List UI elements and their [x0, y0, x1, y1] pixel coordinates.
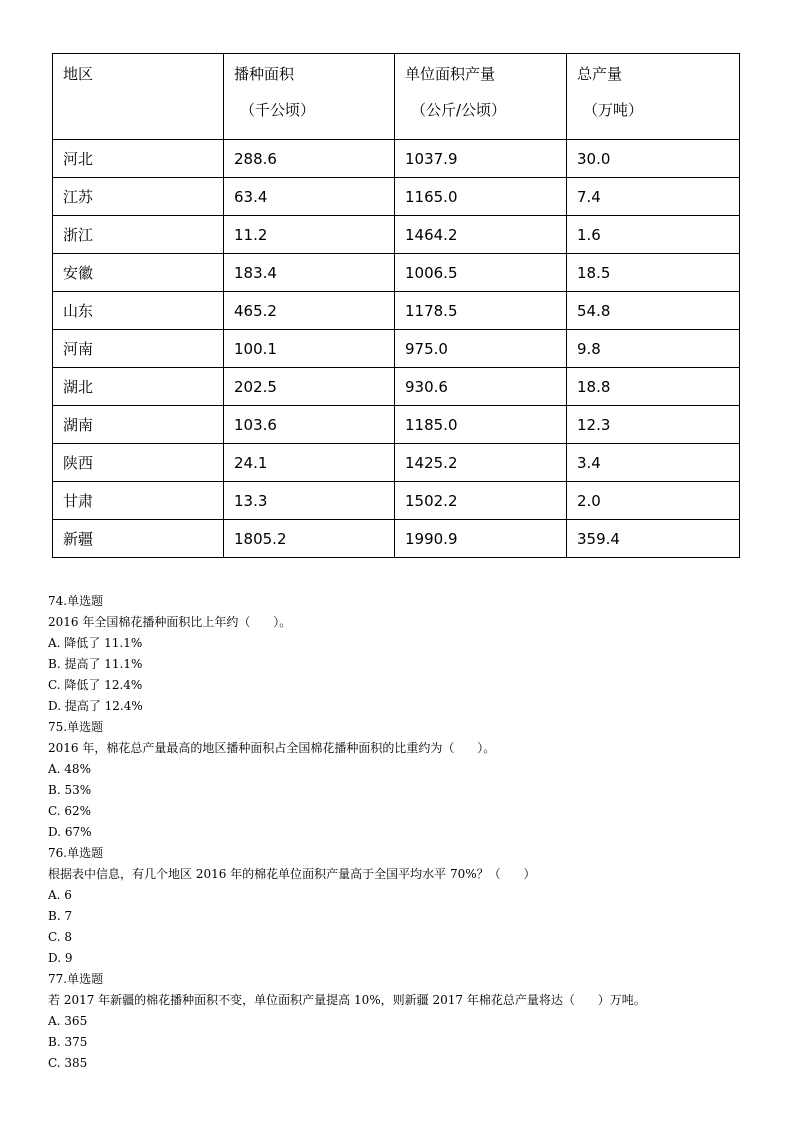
header-region: 地区: [53, 54, 224, 140]
table-row: [53, 292, 740, 330]
sown-area-cell: 11.2: [224, 216, 395, 254]
total-output-cell: 18.8: [567, 368, 740, 406]
sown-area-cell: 103.6: [224, 406, 395, 444]
question-number: 77.单选题: [48, 972, 104, 986]
yield-cell: 975.0: [395, 330, 567, 368]
yield-cell: 1037.9: [395, 140, 567, 178]
answer-option[interactable]: C. 62%: [48, 804, 92, 818]
question-block: [48, 969, 768, 1074]
yield-cell: 1464.2: [395, 216, 567, 254]
sown-area-cell: 288.6: [224, 140, 395, 178]
region-cell: 浙江: [53, 216, 224, 254]
total-output-cell: 18.5: [567, 254, 740, 292]
answer-option[interactable]: C. 8: [48, 930, 73, 944]
sown-area-cell: 183.4: [224, 254, 395, 292]
region-cell: 河北: [53, 140, 224, 178]
yield-cell: 930.6: [395, 368, 567, 406]
question-number: 74.单选题: [48, 594, 104, 608]
header-total-output: 总产量 （万吨）: [567, 54, 740, 140]
region-cell: 安徽: [53, 254, 224, 292]
total-output-cell: 12.3: [567, 406, 740, 444]
table-row: [53, 520, 740, 558]
table-header-row: [53, 54, 740, 140]
answer-option[interactable]: A. 6: [48, 888, 72, 902]
table-row: [53, 254, 740, 292]
answer-option[interactable]: B. 53%: [48, 783, 92, 797]
region-cell: 湖南: [53, 406, 224, 444]
answer-option[interactable]: C. 降低了 12.4%: [48, 678, 143, 692]
yield-cell: 1502.2: [395, 482, 567, 520]
answer-option[interactable]: D. 67%: [48, 825, 92, 839]
yield-cell: 1185.0: [395, 406, 567, 444]
region-cell: 新疆: [53, 520, 224, 558]
question-block: [48, 717, 768, 843]
header-sown-area: 播种面积 （千公顷）: [224, 54, 395, 140]
sown-area-cell: 465.2: [224, 292, 395, 330]
question-block: [48, 591, 768, 717]
header-yield-per-area: 单位面积产量 （公斤/公顷）: [395, 54, 567, 140]
answer-option[interactable]: A. 365: [48, 1014, 88, 1028]
yield-cell: 1990.9: [395, 520, 567, 558]
table-row: [53, 406, 740, 444]
sown-area-cell: 13.3: [224, 482, 395, 520]
question-stem: 2016 年，棉花总产量最高的地区播种面积占全国棉花播种面积的比重约为（ ）。: [48, 741, 496, 755]
table-row: [53, 368, 740, 406]
total-output-cell: 9.8: [567, 330, 740, 368]
total-output-cell: 30.0: [567, 140, 740, 178]
sown-area-cell: 63.4: [224, 178, 395, 216]
table-row: [53, 482, 740, 520]
question-stem: 若 2017 年新疆的棉花播种面积不变，单位面积产量提高 10%，则新疆 2017 年棉花总产量将达（ ）万吨。: [48, 993, 646, 1007]
answer-option[interactable]: B. 提高了 11.1%: [48, 657, 143, 671]
region-cell: 陕西: [53, 444, 224, 482]
region-cell: 甘肃: [53, 482, 224, 520]
cotton-data-table: [52, 53, 740, 558]
question-number: 76.单选题: [48, 846, 104, 860]
region-cell: 江苏: [53, 178, 224, 216]
question-block: [48, 843, 768, 969]
answer-option[interactable]: A. 降低了 11.1%: [48, 636, 143, 650]
question-stem: 2016 年全国棉花播种面积比上年约（ ）。: [48, 615, 292, 629]
total-output-cell: 3.4: [567, 444, 740, 482]
sown-area-cell: 100.1: [224, 330, 395, 368]
table-row: [53, 216, 740, 254]
yield-cell: 1006.5: [395, 254, 567, 292]
total-output-cell: 7.4: [567, 178, 740, 216]
total-output-cell: 1.6: [567, 216, 740, 254]
sown-area-cell: 1805.2: [224, 520, 395, 558]
answer-option[interactable]: C. 385: [48, 1056, 88, 1070]
region-cell: 山东: [53, 292, 224, 330]
table-row: [53, 330, 740, 368]
table-row: [53, 444, 740, 482]
answer-option[interactable]: D. 提高了 12.4%: [48, 699, 143, 713]
sown-area-cell: 24.1: [224, 444, 395, 482]
question-stem: 根据表中信息，有几个地区 2016 年的棉花单位面积产量高于全国平均水平 70%？（ ）: [48, 867, 536, 881]
question-list: [48, 591, 768, 1074]
sown-area-cell: 202.5: [224, 368, 395, 406]
total-output-cell: 54.8: [567, 292, 740, 330]
answer-option[interactable]: B. 375: [48, 1035, 88, 1049]
table-row: [53, 140, 740, 178]
region-cell: 湖北: [53, 368, 224, 406]
answer-option[interactable]: A. 48%: [48, 762, 91, 776]
table-row: [53, 178, 740, 216]
answer-option[interactable]: B. 7: [48, 909, 73, 923]
table-body: [53, 140, 740, 558]
question-number: 75.单选题: [48, 720, 104, 734]
yield-cell: 1178.5: [395, 292, 567, 330]
yield-cell: 1165.0: [395, 178, 567, 216]
region-cell: 河南: [53, 330, 224, 368]
total-output-cell: 359.4: [567, 520, 740, 558]
yield-cell: 1425.2: [395, 444, 567, 482]
total-output-cell: 2.0: [567, 482, 740, 520]
answer-option[interactable]: D. 9: [48, 951, 73, 965]
